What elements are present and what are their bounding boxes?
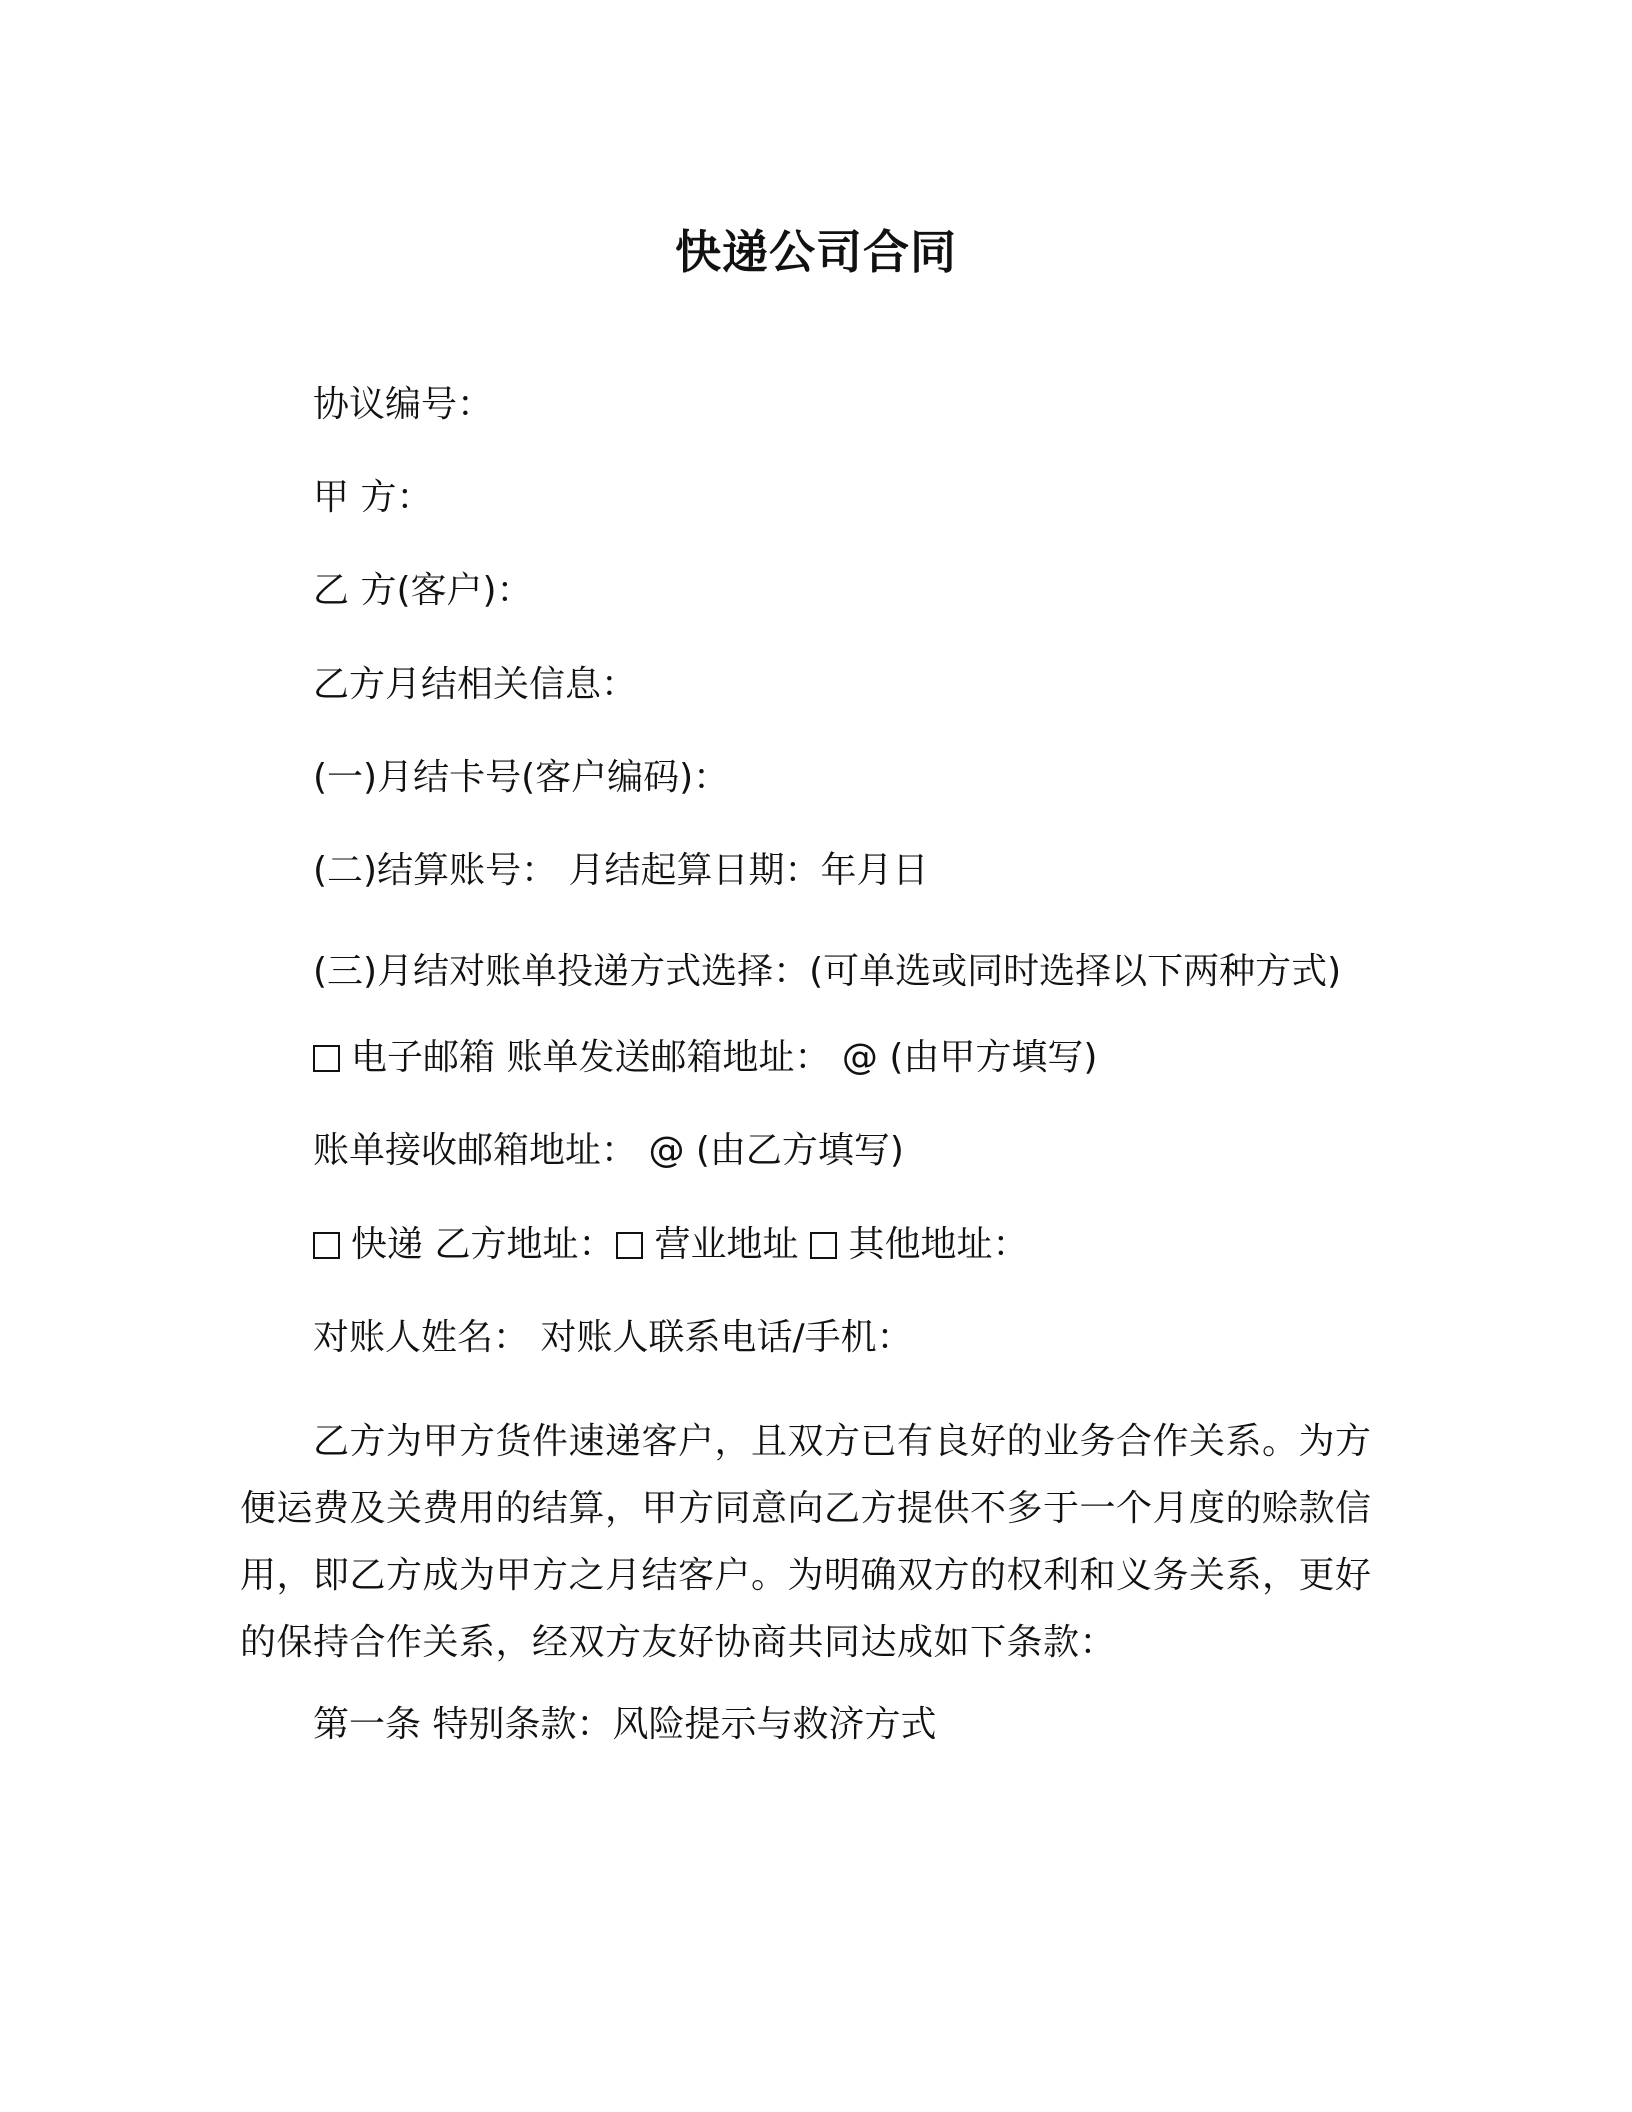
business-address-label: 营业地址	[654, 1224, 799, 1265]
monthly-info-label: 乙方月结相关信息：	[313, 664, 638, 705]
contact-label: 对账人姓名： 对账人联系电话/手机：	[313, 1317, 913, 1358]
email-option-row	[313, 1033, 1097, 1083]
settlement-label: (二)结算账号： 月结起算日期：年月日	[313, 850, 929, 891]
party-a-label: 甲 方：	[313, 477, 433, 518]
card-number-label: (一)月结卡号(客户编码)：	[313, 757, 730, 798]
other-address-checkbox[interactable]	[810, 1232, 837, 1259]
delivery-method-label: (三)月结对账单投递方式选择：(可单选或同时选择以下两种方式)	[313, 951, 1342, 992]
delivery-method-field	[313, 947, 1341, 997]
express-option-label: 快递 乙方地址：	[351, 1224, 615, 1265]
settlement-field	[313, 846, 929, 896]
email-receive-row	[313, 1126, 904, 1176]
express-checkbox[interactable]	[313, 1232, 340, 1259]
contact-row	[313, 1313, 913, 1363]
email-checkbox[interactable]	[313, 1045, 340, 1072]
monthly-info-heading	[313, 660, 637, 710]
intro-paragraph: 乙方为甲方货件速递客户，且双方已有良好的业务合作关系。为方便运费及关费用的结算，甲方同意向乙方提供不多于一个月度的赊款信用，即乙方成为甲方之月结客户。为明确双方的权利和义务关系，更好的保持合作关系，经双方友好协商共同达成如下条款：	[240, 1421, 1372, 1663]
article-1-heading	[313, 1700, 936, 1750]
email-receive-label: 账单接收邮箱地址： @ (由乙方填写)	[313, 1130, 904, 1171]
other-address-label: 其他地址：	[848, 1224, 1029, 1265]
business-address-checkbox[interactable]	[616, 1232, 643, 1259]
email-option-label: 电子邮箱 账单发送邮箱地址： @ (由甲方填写)	[351, 1037, 1098, 1078]
express-option-row	[313, 1220, 1028, 1270]
agreement-number-label: 协议编号：	[313, 384, 494, 425]
article-1-label: 第一条 特别条款：风险提示与救济方式	[313, 1704, 937, 1745]
card-number-field	[313, 753, 729, 803]
party-a-field	[313, 473, 432, 523]
party-b-label: 乙 方(客户)：	[313, 570, 533, 611]
agreement-number-field	[313, 380, 493, 430]
document-title: 快递公司合同	[675, 225, 957, 279]
party-b-field	[313, 566, 533, 616]
